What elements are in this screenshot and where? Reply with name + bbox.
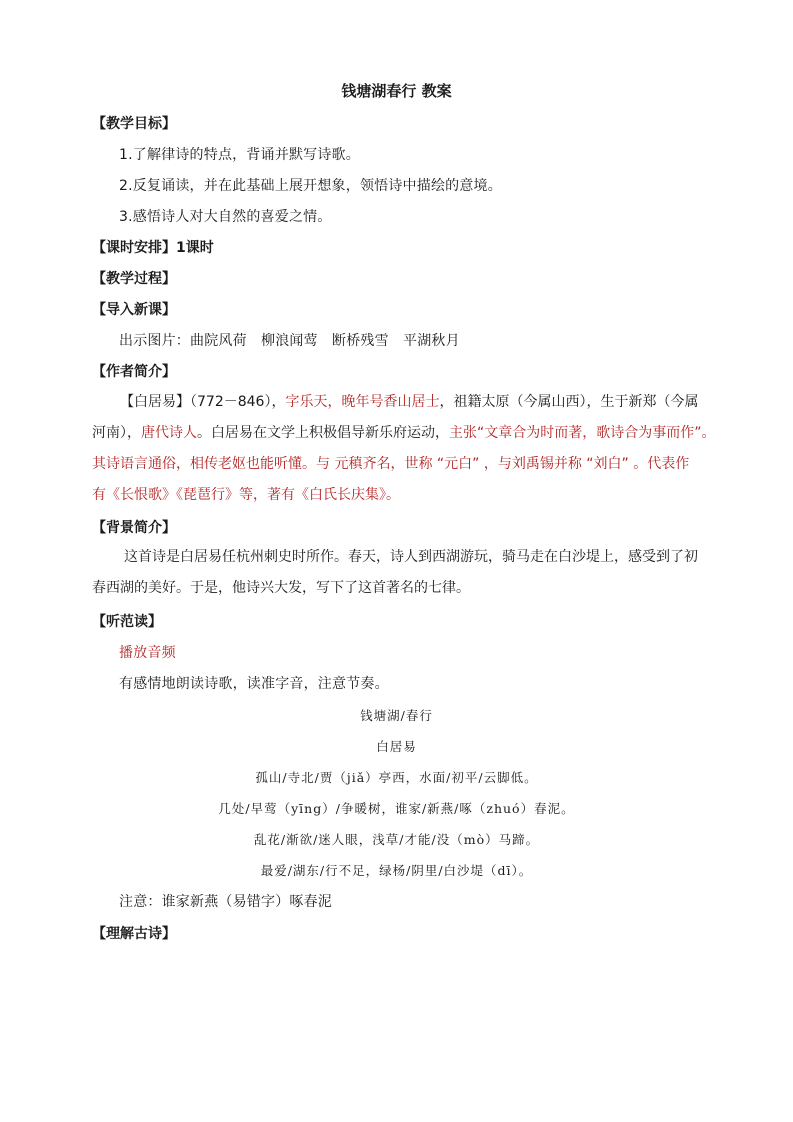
understand-heading: 【理解古诗】	[92, 926, 176, 942]
intro-heading: 【导入新课】	[92, 302, 176, 318]
page-title: 钱塘湖春行 教案	[341, 82, 452, 100]
schedule-value: 1课时	[176, 240, 214, 256]
background-row-1: 这首诗是白居易任杭州刺史时所作。春天，诗人到西湖游玩，骑马走在白沙堤上，感受到了初	[124, 549, 698, 565]
author-row-2	[92, 418, 716, 449]
intro-text: 出示图片：曲院风荷 柳浪闻莺 断桥残雪 平湖秋月	[119, 333, 460, 349]
author-row-4: 有《长恨歌》《琵琶行》等，著有《白氏长庆集》。	[92, 487, 400, 503]
listen-heading: 【听范读】	[92, 614, 162, 630]
schedule-line	[92, 238, 214, 258]
author-movement: 。白居易在文学上积极倡导新乐府运动，	[197, 425, 449, 441]
author-heading: 【作者简介】	[92, 364, 176, 380]
poem-title: 钱塘湖/春行	[360, 708, 433, 723]
poem-line-1: 孤山/寺北/贾（jiǎ）亭西，水面/初平/云脚低。	[255, 770, 538, 785]
author-row-3: 其诗语言通俗，相传老妪也能听懂。与 元稹齐名，世称 “元白” ，与刘禹锡并称 “刘白” 。代表作	[92, 456, 690, 472]
goal-item-1: 1.了解律诗的特点，背诵并默写诗歌。	[119, 147, 360, 163]
author-name-years: 【白居易】（772－846），	[120, 394, 286, 410]
goal-item-2: 2.反复诵读，并在此基础上展开想象，领悟诗中描绘的意境。	[119, 178, 502, 194]
play-audio-link[interactable]: 播放音频	[119, 645, 176, 661]
schedule-heading: 【课时安排】	[92, 240, 176, 256]
author-paragraph	[92, 387, 716, 511]
poem-line-2: 几处/早莺（yīng）/争暖树，谁家/新燕/啄（zhuó）春泥。	[218, 801, 575, 816]
process-heading: 【教学过程】	[92, 271, 176, 287]
poem-author: 白居易	[376, 739, 417, 754]
background-heading: 【背景简介】	[92, 520, 176, 536]
goal-item-3: 3.感悟诗人对大自然的喜爱之情。	[119, 209, 332, 225]
author-origin: ，祖籍太原（今属山西），生于新郑（今属	[439, 394, 699, 410]
background-row-2: 春西湖的美好。于是，他诗兴大发，写下了这首著名的七律。	[92, 580, 470, 596]
note-text: 注意：谁家新燕（易错字）啄春泥	[119, 894, 332, 910]
author-row-1	[92, 387, 704, 418]
poem-line-4: 最爱/湖东/行不足，绿杨/阴里/白沙堤（dī）。	[260, 863, 533, 878]
author-courtesy-name: 字乐天，晚年号香山居士	[285, 394, 440, 410]
author-dynasty: 唐代诗人	[141, 425, 197, 441]
author-province: 河南），	[92, 425, 141, 441]
goals-heading: 【教学目标】	[92, 116, 176, 132]
poem-line-3: 乱花/渐欲/迷人眼，浅草/才能/没（mò）马蹄。	[253, 832, 540, 847]
listen-instruction: 有感情地朗读诗歌，读准字音，注意节奏。	[119, 676, 389, 692]
background-paragraph	[92, 542, 704, 604]
author-proposition: 主张“文章合为时而著，歌诗合为事而作”。	[449, 425, 716, 441]
